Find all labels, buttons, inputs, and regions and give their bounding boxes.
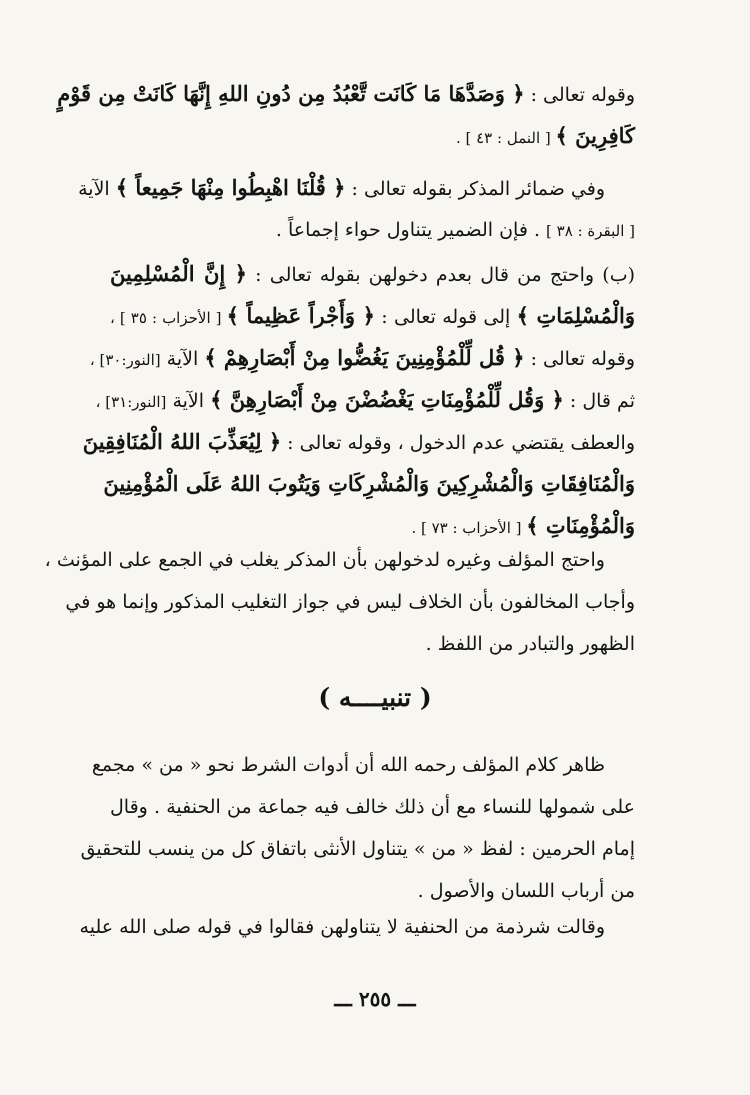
body-text: وفي ضمائر المذكر بقوله تعالى : <box>345 178 605 200</box>
body-text: . فإن الضمير يتناول حواء إجماعاً . <box>275 219 547 241</box>
verse-reference: [ الأحزاب : ٧٣ ] . <box>411 519 527 537</box>
body-text: (ب) واحتج من قال بعدم دخولهن بقوله تعالى : <box>246 264 635 286</box>
body-text: ظاهر كلام المؤلف رحمه الله أن أدوات الشرط نحو « من » مجمع <box>91 754 605 776</box>
quran-verse: وَالْمُسْلِمَاتِ ﴾ <box>516 303 636 328</box>
verse-reference: [النور:٣١] ، <box>95 393 167 411</box>
text-line <box>78 167 635 209</box>
text-line <box>80 828 635 870</box>
section-heading: ( تنبيــــه ) <box>318 683 432 712</box>
body-text: وقوله تعالى : <box>524 84 635 106</box>
paragraph-opposing-argument <box>82 253 636 547</box>
quran-verse: وَالْمُؤْمِنَاتِ ﴾ <box>526 513 635 538</box>
body-text: وقالت شرذمة من الحنفية لا يتناولهن فقالوا في قوله صلى الله عليه <box>79 916 605 938</box>
text-line <box>65 581 635 623</box>
text-line <box>57 73 635 115</box>
text-line <box>103 463 635 505</box>
paragraph-quran-naml <box>57 73 635 157</box>
verse-reference: [ البقرة : ٣٨ ] <box>546 222 635 240</box>
quran-verse: ﴿ إِنَّ الْمُسْلِمِينَ <box>110 261 247 286</box>
body-text: والعطف يقتضي عدم الدخول ، وقوله تعالى : <box>281 432 635 454</box>
verse-reference: [ الأحزاب : ٣٥ ] ، <box>110 309 227 327</box>
text-line <box>95 379 635 421</box>
body-text: ثم قال : <box>563 390 635 412</box>
paragraph-author-argument <box>44 539 635 665</box>
body-text: الآية <box>78 178 116 200</box>
body-text: الظهور والتبادر من اللفظ . <box>425 633 635 655</box>
body-text: وأجاب المخالفون بأن الخلاف ليس في جواز التغليب المذكور وإنما هو في <box>65 591 635 613</box>
text-line <box>110 295 635 337</box>
body-text: واحتج المؤلف وغيره لدخولهن بأن المذكر يغلب في الجمع على المؤنث ، <box>44 549 605 571</box>
paragraph-tanbih <box>80 744 635 912</box>
quran-verse: ﴿ قُل لِّلْمُؤْمِنِينَ يَغُضُّوا مِنْ أَبْصَارِهِمْ ﴾ <box>204 345 525 370</box>
quran-verse: ﴿ وَقُل لِّلْمُؤْمِنَاتِ يَغْضُضْنَ مِنْ أَبْصَارِهِنَّ ﴾ <box>210 387 564 412</box>
text-line <box>79 906 635 948</box>
text-line <box>44 539 635 581</box>
quran-verse: ﴿ وَأَجْراً عَظِيماً ﴾ <box>226 303 375 328</box>
quran-verse: وَالْمُنَافِقَاتِ وَالْمُشْرِكِينَ وَالْمُشْرِكَاتِ وَيَتُوبَ اللهُ عَلَى الْمُؤْمِنِينَ <box>103 471 635 496</box>
verse-reference: [النور:٣٠] ، <box>89 351 161 369</box>
text-line <box>91 744 635 786</box>
body-text: وقوله تعالى : <box>524 348 635 370</box>
paragraph-hanafiyya <box>79 906 635 948</box>
quran-verse: كَافِرِينَ ﴾ <box>555 123 635 148</box>
paragraph-masculine-pronouns <box>78 167 635 251</box>
quran-verse: ﴿ وَصَدَّهَا مَا كَانَت تَّعْبُدُ مِن دُونِ اللهِ إِنَّهَا كَانَتْ مِن قَوْمٍ <box>57 81 525 106</box>
text-line <box>82 421 635 463</box>
quran-verse: ﴿ لِيُعَذِّبَ اللهُ الْمُنَافِقِينَ <box>82 429 282 454</box>
text-line <box>110 115 635 157</box>
text-line <box>89 337 635 379</box>
text-line <box>110 253 635 295</box>
body-text: من أرباب اللسان والأصول . <box>417 880 635 902</box>
body-text: إمام الحرمين : لفظ « من » يتناول الأنثى باتفاق كل من ينسب للتحقيق <box>80 838 635 860</box>
body-text: إلى قوله تعالى : <box>374 306 517 328</box>
body-text: الآية <box>166 390 211 412</box>
quran-verse: ﴿ قُلْنَا اهْبِطُوا مِنْهَا جَمِيعاً ﴾ <box>115 175 346 200</box>
text-line <box>110 209 635 251</box>
body-text: الآية <box>160 348 205 370</box>
page-number: ـــ ٢٥٥ ـــ <box>334 987 416 1011</box>
text-line <box>110 623 635 665</box>
body-text: على شمولها للنساء مع أن ذلك خالف فيه جماعة من الحنفية . وقال <box>110 796 635 818</box>
text-line <box>110 786 635 828</box>
verse-reference: [ النمل : ٤٣ ] . <box>455 129 556 147</box>
